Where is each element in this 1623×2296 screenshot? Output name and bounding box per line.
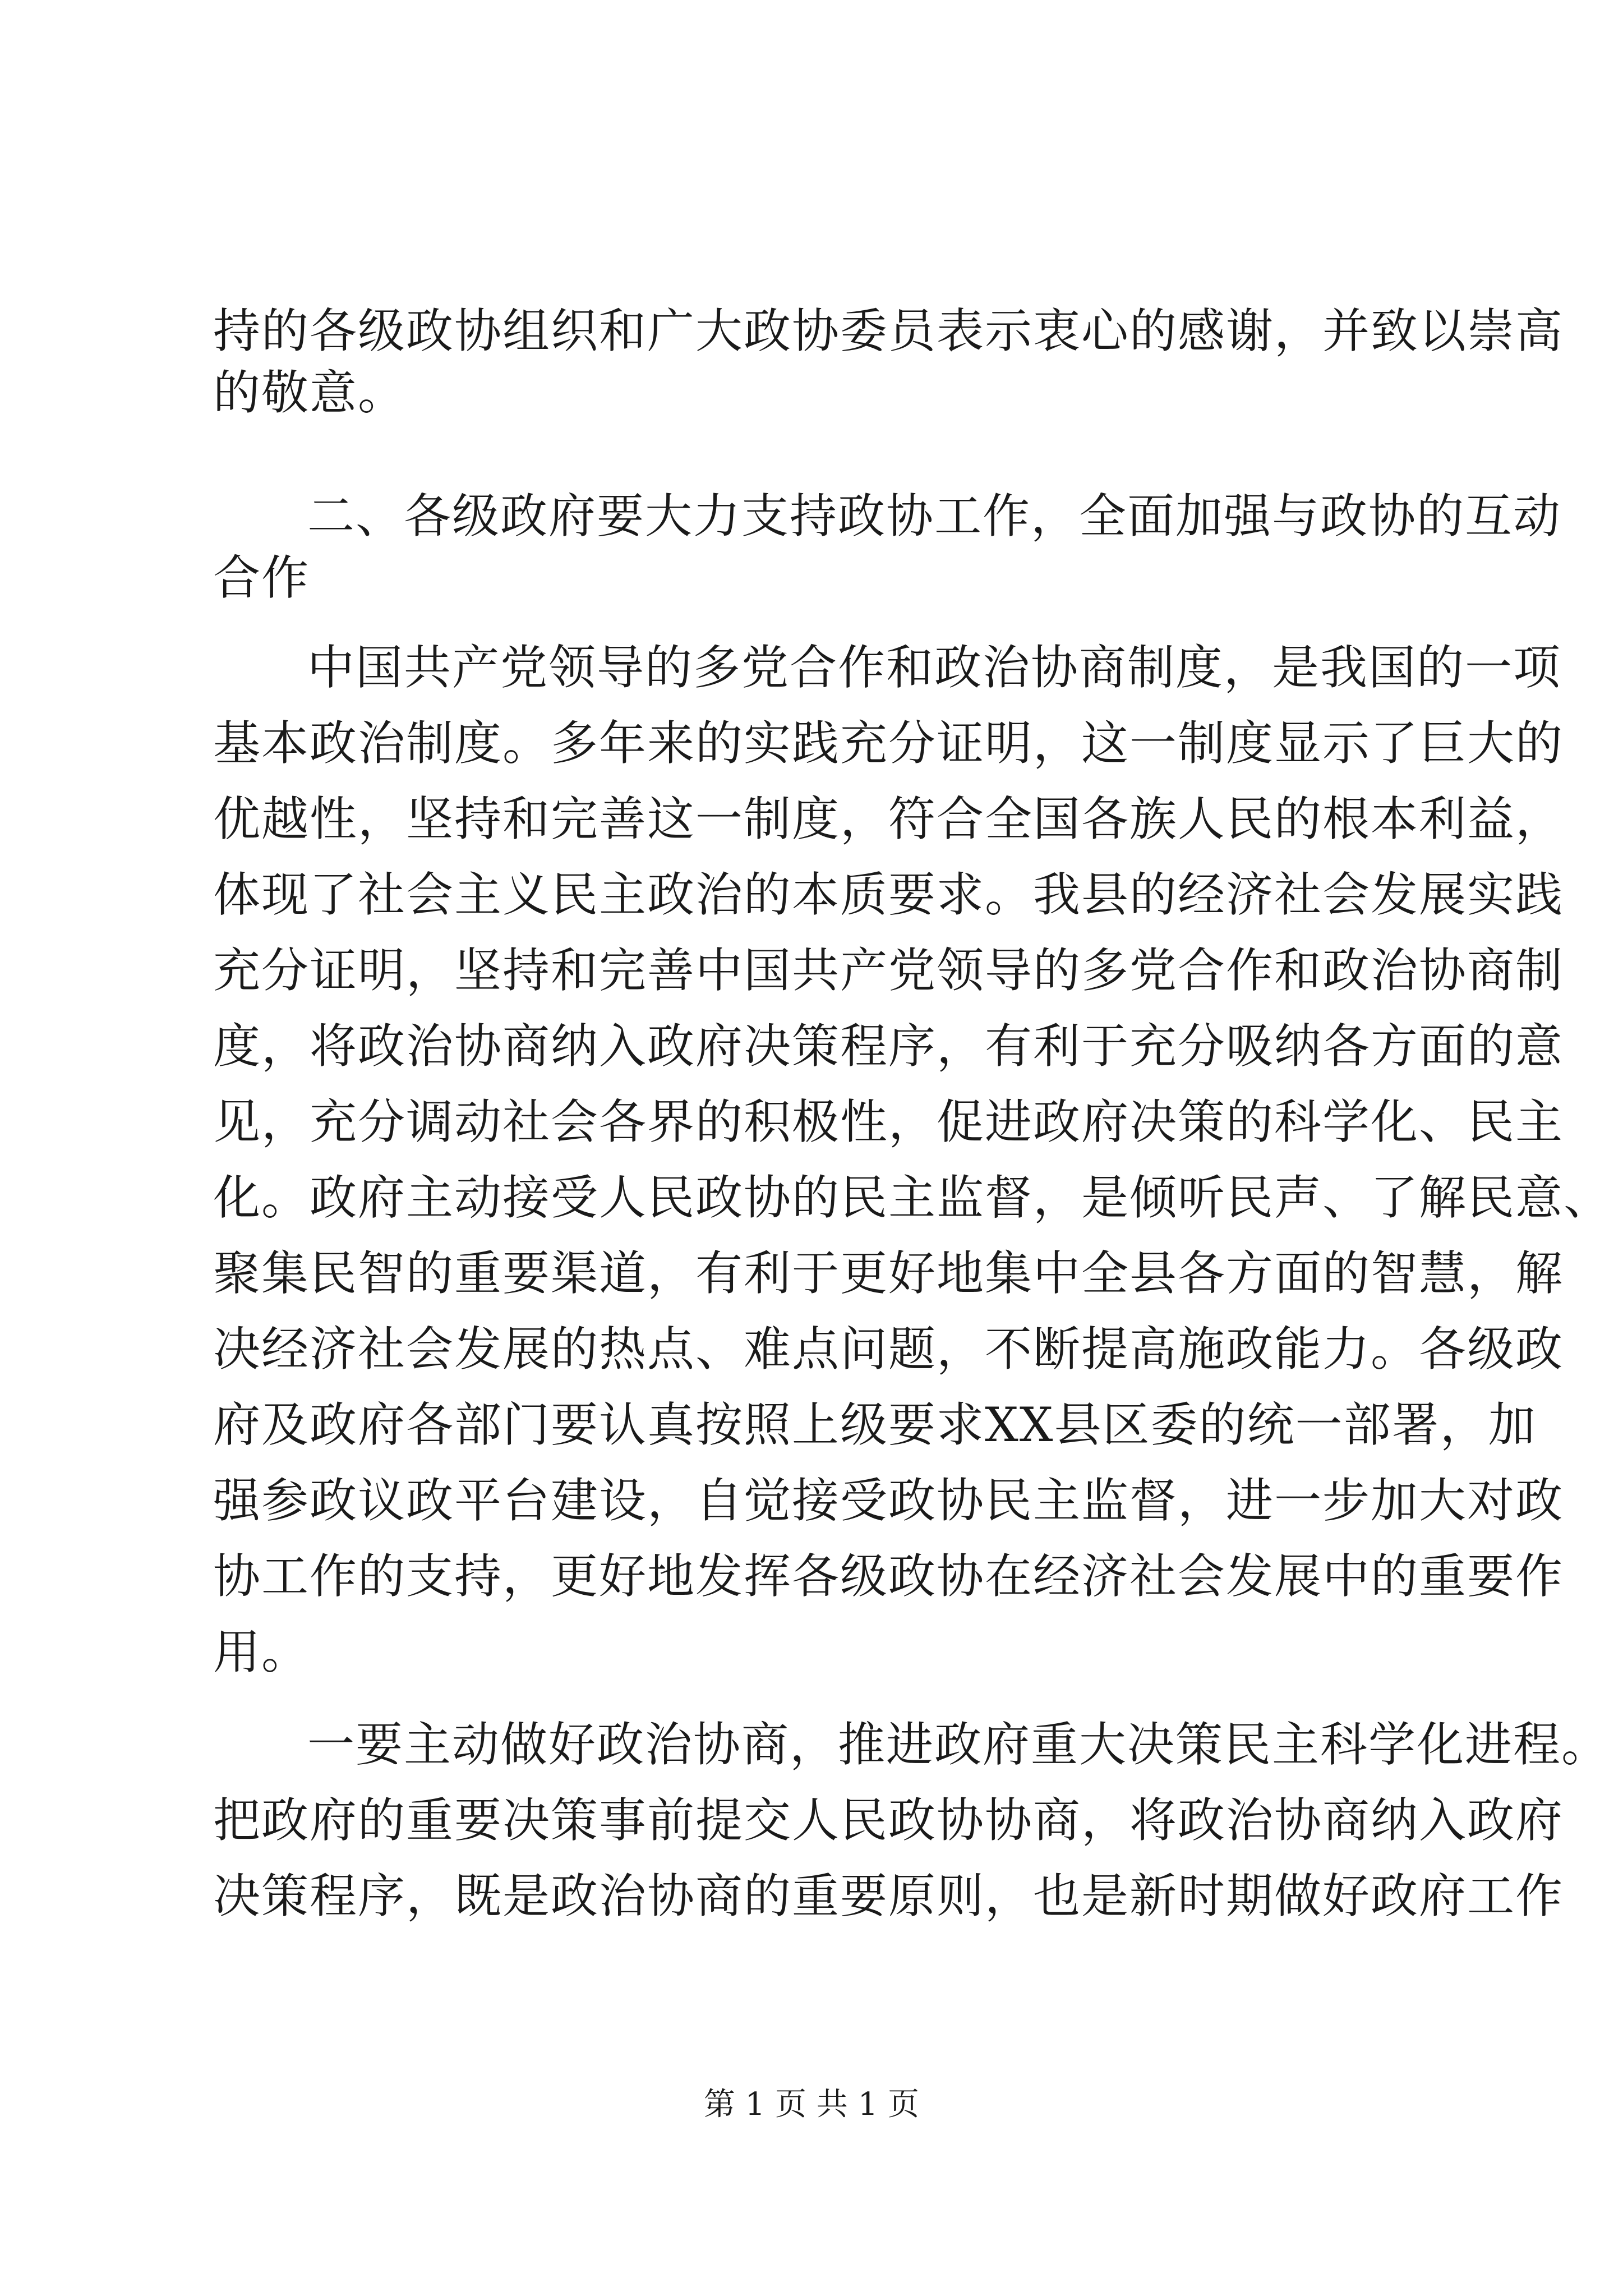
paragraph-line-20: 把政府的重要决策事前提交人民政协协商，将政治协商纳入政府: [213, 1793, 1564, 1848]
section-heading-line-1: 二、各级政府要大力支持政协工作，全面加强与政协的互动: [307, 489, 1562, 544]
paragraph-line-14: 决经济社会发展的热点、难点问题，不断提高施政能力。各级政: [213, 1322, 1564, 1377]
paragraph-line-19: 一要主动做好政治协商，推进政府重大决策民主科学化进程。: [307, 1717, 1610, 1772]
paragraph-line-10: 度，将政治协商纳入政府决策程序，有利于充分吸纳各方面的意: [213, 1019, 1564, 1074]
paragraph-line-15: 府及政府各部门要认真按照上级要求XX县区委的统一部署，加: [213, 1397, 1537, 1452]
paragraph-line-2: 的敬意。: [213, 365, 407, 420]
paragraph-line-17: 协工作的支持，更好地发挥各级政协在经济社会发展中的重要作: [213, 1549, 1564, 1604]
paragraph-line-6: 基本政治制度。多年来的实践充分证明，这一制度显示了巨大的: [213, 716, 1564, 771]
paragraph-line-9: 充分证明，坚持和完善中国共产党领导的多党合作和政治协商制: [213, 943, 1564, 998]
section-heading-line-2: 合作: [213, 550, 310, 605]
paragraph-line-21: 决策程序，既是政治协商的重要原则，也是新时期做好政府工作: [213, 1869, 1564, 1924]
paragraph-line-12: 化。政府主动接受人民政协的民主监督，是倾听民声、了解民意、: [213, 1170, 1612, 1225]
paragraph-line-8: 体现了社会主义民主政治的本质要求。我县的经济社会发展实践: [213, 867, 1564, 922]
paragraph-line-18: 用。: [213, 1625, 310, 1680]
paragraph-line-16: 强参政议政平台建设，自觉接受政协民主监督，进一步加大对政: [213, 1473, 1564, 1528]
page-footer: 第 1 页 共 1 页: [703, 2086, 920, 2123]
paragraph-line-1: 持的各级政协组织和广大政协委员表示衷心的感谢，并致以崇高: [213, 303, 1564, 358]
paragraph-line-7: 优越性，坚持和完善这一制度，符合全国各族人民的根本利益，: [213, 792, 1564, 846]
paragraph-line-5: 中国共产党领导的多党合作和政治协商制度，是我国的一项: [307, 640, 1562, 695]
paragraph-line-13: 聚集民智的重要渠道，有利于更好地集中全县各方面的智慧，解: [213, 1246, 1564, 1301]
paragraph-line-11: 见，充分调动社会各界的积极性，促进政府决策的科学化、民主: [213, 1094, 1564, 1149]
